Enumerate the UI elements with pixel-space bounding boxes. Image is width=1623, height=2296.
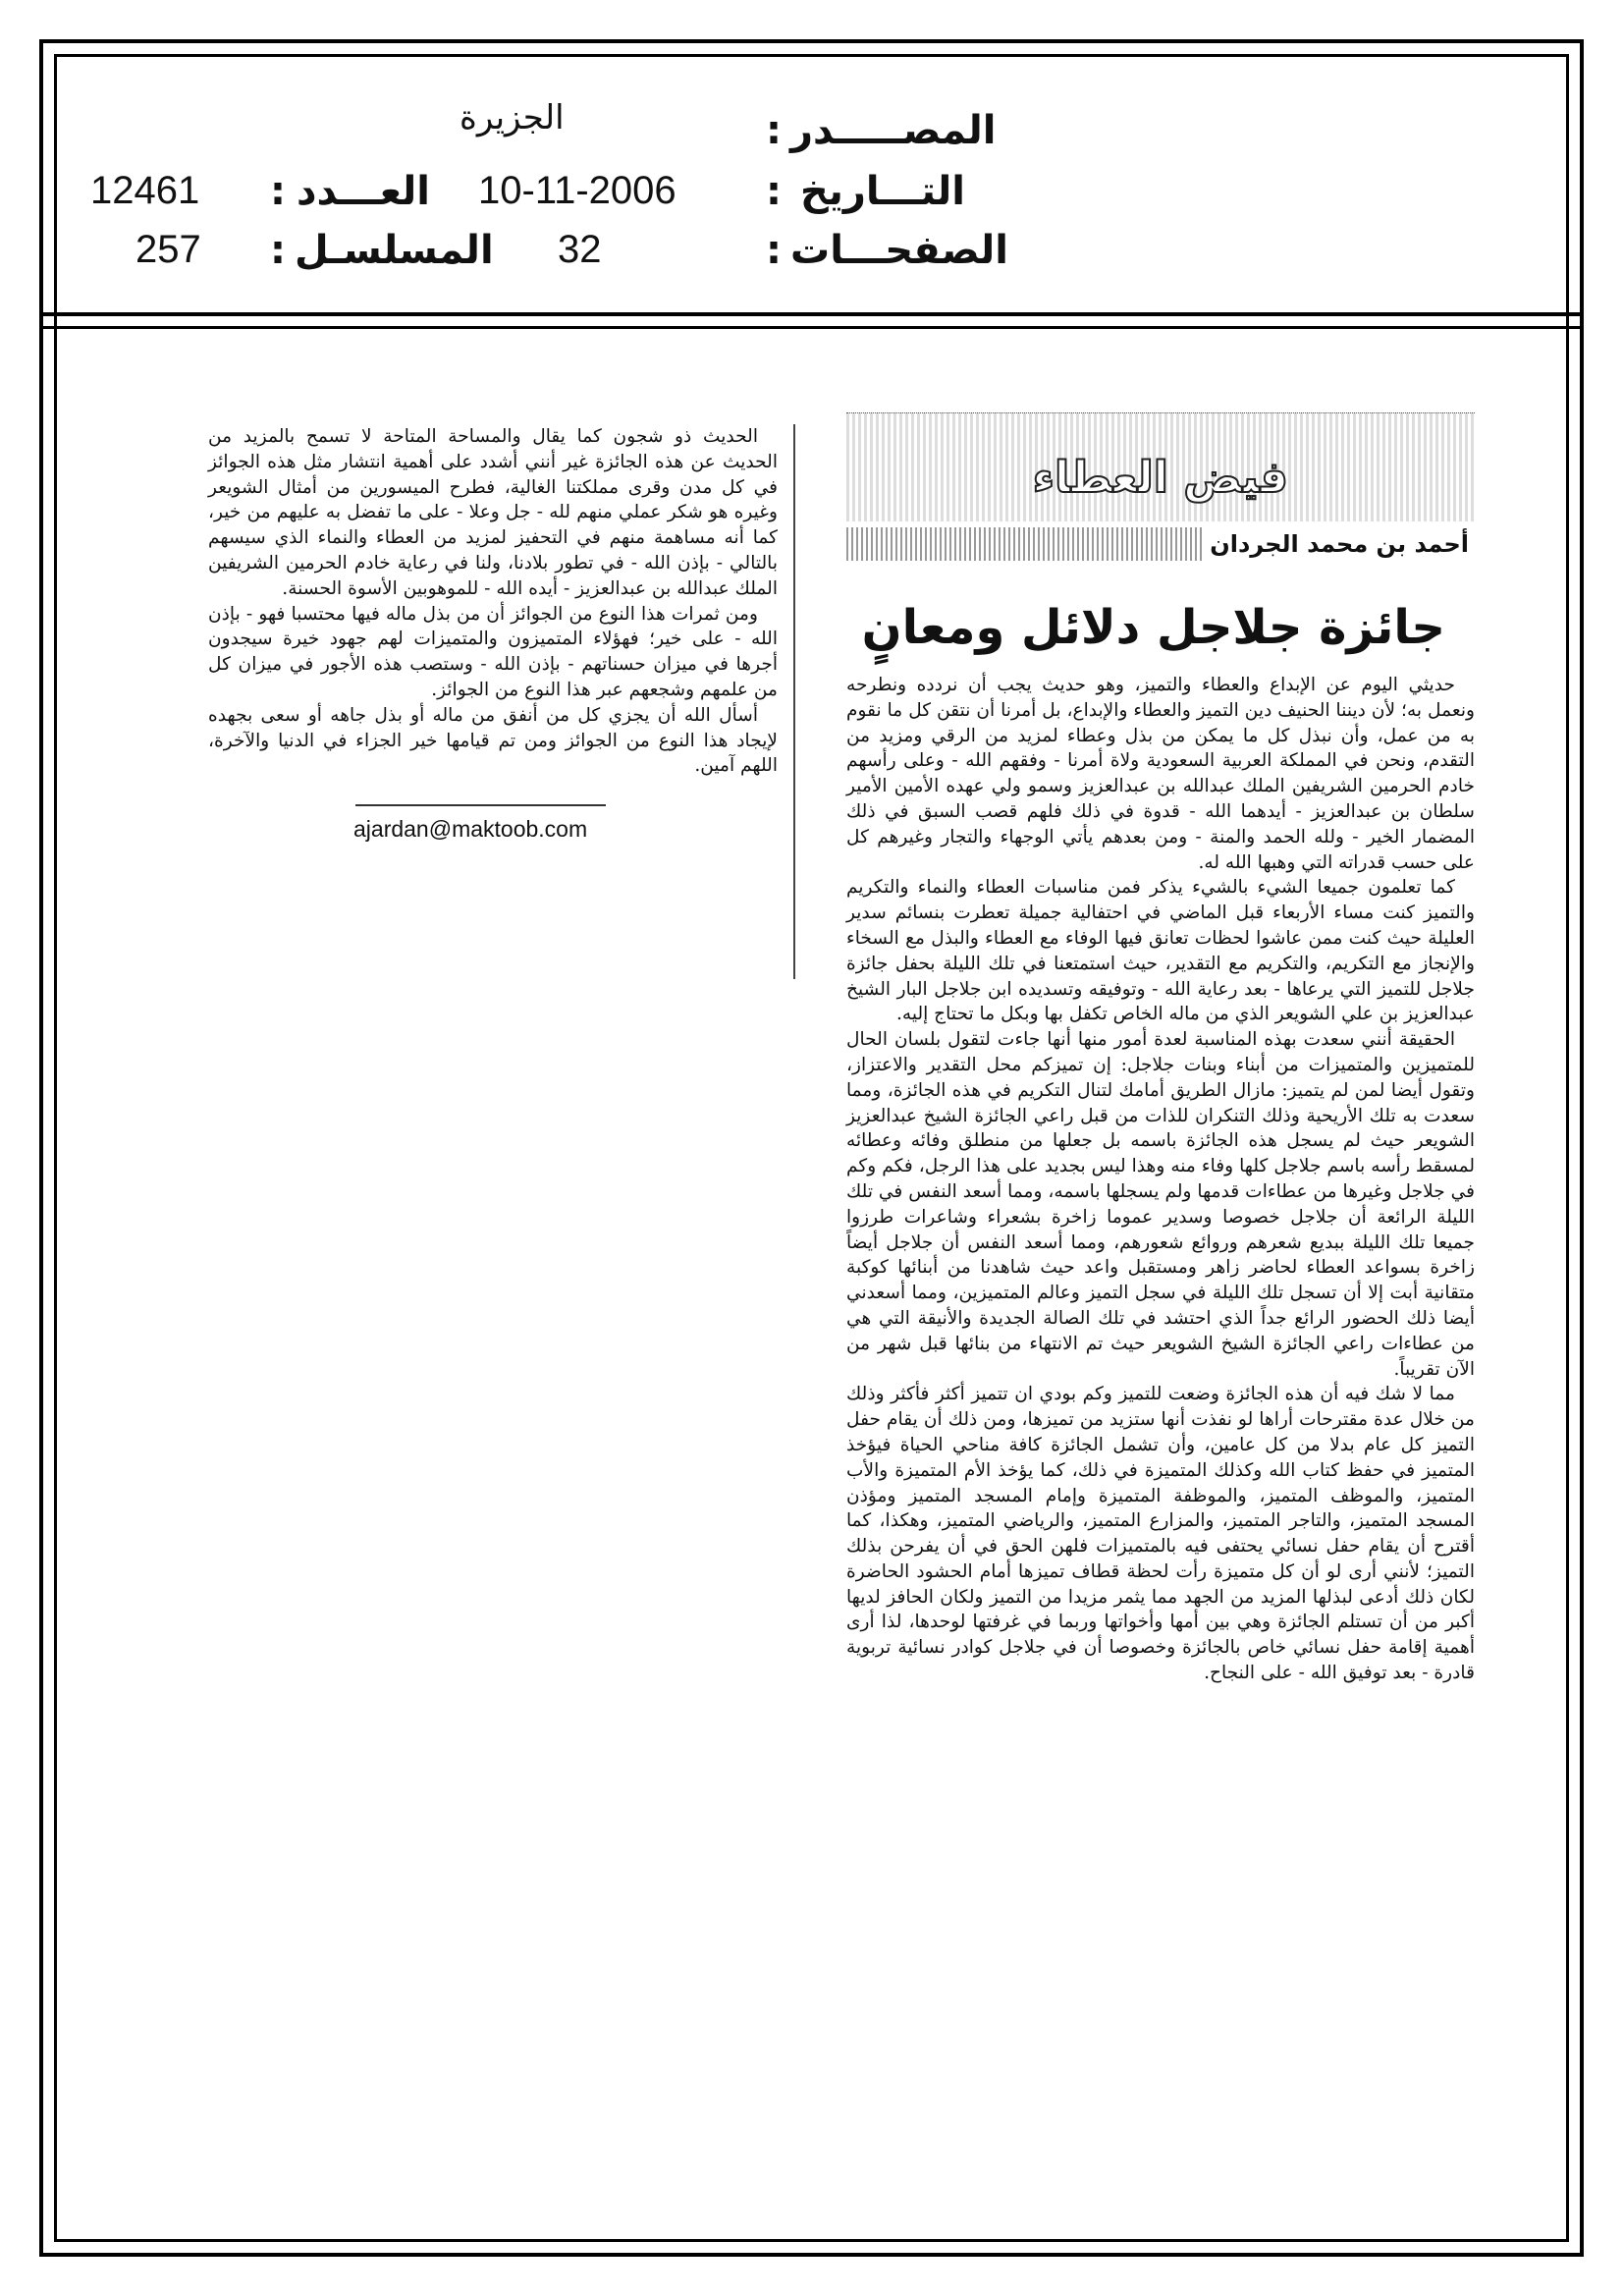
date-colon: : xyxy=(766,169,782,214)
pages-value: 32 xyxy=(558,228,602,271)
issue-colon: : xyxy=(270,169,286,214)
serial-value: 257 xyxy=(135,228,201,271)
paragraph: أسأل الله أن يجزي كل من أنفق من ماله أو بذل جاهه أو سعى بجهده لإيجاد هذا النوع من الجوائز ومن تم قيامها خير الجزاء في الدنيا والآخرة، اللهم آمين. xyxy=(208,704,778,777)
header-divider xyxy=(39,312,1584,316)
column-name: فيض العطاء xyxy=(1032,453,1288,503)
paragraph: الحقيقة أنني سعدت بهذه المناسبة لعدة أمور منها أنها جاءت لتقول بلسان الحال للمتميزين والمتميزات من أبناء وبنات جلاجل: إن تميزكم محل التقدير والاعتزاز، وتقول أيضا لمن لم يتميز: مازال الطريق أمامك لتنال التكريم في هذه الجائزة، ومما سعدت به تلك الأريحية وذلك التنكران للذات من قبل راعي الجائزة الشيخ عبدالعزيز الشويعر حيث لم يسجل هذه الجائزة باسمه بل جعلها من منطلق وفائه وعطائه لمسقط رأسه باسم جلاجل كلها وفاء منه وهذا ليس بجديد على هذا الرجل، فكم وكم في جلاجل وغيرها من عطاءات قدمها ولم يسجلها باسمه، ومما أسعد النفس في تلك الليلة الرائعة أن جلاجل خصوصا وسدير عموما زاخرة بشعراء وشاعرات طرزوا جميعا تلك الليلة ببديع شعرهم وروائع شعورهم، ومما أسعد النفس أن جلاجل أيضاً زاخرة بسواعد العطاء لحاضر زاهر ومستقبل واعد حيث شاهدنا من أبنائها كوكبة متقانية أبت إلا أن تسجل تلك الليلة في سجل التميز وعالم المتميزين، ومما أسعدني أيضا ذلك الحضور الرائع جداً الذي احتشد في تلك الصالة الجديدة والأنيقة التي هي من عطاءات راعي الجائزة الشيخ الشويعر حيث تم الانتهاء من بنائها قبل شهر من الآن تقريباً. xyxy=(846,1029,1476,1380)
date-value: 10-11-2006 xyxy=(478,169,676,212)
issue-label: العـــدد xyxy=(297,169,430,214)
source-value: الجزيرة xyxy=(460,98,565,137)
article-body-right xyxy=(846,673,1475,1686)
signature-rule xyxy=(355,804,606,806)
article-body-left xyxy=(208,424,778,779)
pages-label: الصفحـــات xyxy=(790,228,1008,273)
pages-colon: : xyxy=(766,228,782,273)
date-label: التـــاريخ xyxy=(800,169,965,214)
source-label: المصـــــدر xyxy=(790,108,997,153)
source-colon: : xyxy=(766,108,782,153)
paragraph: ومن ثمرات هذا النوع من الجوائز أن من بذل ماله فيها محتسبا فهو - بإذن الله - على خير؛ فهؤلاء المتميزون والمتميزات لهم جهود خيرة سيجدون أجرها في ميزان حسناتهم - بإذن الله - وستصب هذه الأجور في ميزان كل من علمهم وشجعهم عبر هذا النوع من الجوائز. xyxy=(208,603,778,700)
paragraph: مما لا شك فيه أن هذه الجائزة وضعت للتميز وكم بودي ان تتميز أكثر فأكثر وذلك من خلال عدة مقترحات أراها لو نفذت أنها ستزيد من تميزها، ومن ذلك أن يقام حفل التميز كل عام بدلا من كل عامين، وأن تشمل الجائزة كافة مناحي الحياة فيؤخذ المتميز في حفظ كتاب الله وكذلك المتميزة في ذلك، كما يؤخذ الأم المتميزة والأب المتميز، والموظف المتميز، والموظفة المتميزة وإمام المسجد المتميز ومؤذن المسجد المتميز، والتاجر المتميز، والمزارع المتميز، والرياضي المتميز، وهكذا، كما أقترح أن يقام حفل نسائي يحتفى فيه بالمتميزات فلهن الحق في أن يفرحن بذلك التميز؛ لأنني أرى لو أن كل متميزة رأت لحظة قطاف تميزها أمام الحشود الحاضرة لكان ذلك أدعى لبذلها المزيد من الجهد مما يثمر مزيدا من التميز ولكان الحافز لديها أكبر من أن تستلم الجائزة وهي بين أمها وأخواتها وربما في غرفتها لوحدها، لذا أرى أهمية إقامة حفل نسائي خاص بالجائزة وخصوصا أن في جلاجل كوادر نسائية تربوية قادرة - بعد توفيق الله - على النجاح. xyxy=(846,1384,1475,1684)
article-main-column xyxy=(846,412,1475,1686)
author-name: أحمد بن محمد الجردان xyxy=(1204,527,1475,561)
article-headline: جائزة جلاجل دلائل ومعانٍ xyxy=(861,600,1445,655)
paragraph: الحديث ذو شجون كما يقال والمساحة المتاحة لا تسمح بالمزيد من الحديث عن هذه الجائزة غير أنني أشدد على أهمية انتشار مثل هذه الجوائز في كل مدن وقرى مملكتنا الغالية، فطرح الميسورين من أمثال الشويعر وغيره هو شكر عملي منهم لله - جل وعلا - على ما تفضل به عليهم من خير، كما أنه مساهمة منهم في التحفيز لمزيد من العطاء والنماء الذي سيسهم بالتالي - بإذن الله - في تطور بلادنا، ولنا في رعاية خادم الحرمين الشريفين الملك عبدالله بن عبدالعزيز - أيده الله - للموهوبين الأسوة الحسنة. xyxy=(208,426,778,599)
serial-colon: : xyxy=(270,228,286,273)
header-divider-secondary xyxy=(39,326,1584,329)
serial-label: المسلسـل xyxy=(295,228,494,273)
byline-bar xyxy=(846,527,1475,561)
column-rule xyxy=(793,424,795,979)
paragraph: كما تعلمون جميعا الشيء بالشيء يذكر فمن مناسبات العطاء والنماء والتكريم والتميز كنت مساء الأربعاء قبل الماضي في احتفالية جميلة تعطرت بنسائم سدير العليلة حيث كنت ممن عاشوا لحظات تعانق فيها الوفاء مع العطاء والبذل مع السخاء والإنجاز مع التكريم، والتكريم مع التقدير، حيث استمتعنا في تلك الليلة بحفل جائزة جلاجل للتميز التي يرعاها - بعد رعاية الله - وتوفيقه وتسديده ابن جلاجل البار الشيخ عبدالعزيز بن علي الشويعر الذي من ماله الخاص تكفل بها وبكل ما تحتاج إليه. xyxy=(846,877,1475,1025)
issue-value: 12461 xyxy=(90,169,200,212)
column-masthead xyxy=(846,412,1475,521)
article-continuation-column xyxy=(208,424,778,843)
paragraph: حديثي اليوم عن الإبداع والعطاء والتميز، وهو حديث يجب أن نردده ونطرحه ونعمل به؛ لأن ديننا الحنيف دين التميز والعطاء والإبداع، بل أمرنا أن نتقن كل ما نقوم به من عمل، وأن نبذل كل ما يمكن من بذل وعطاء لمزيد من الرقي ومزيد من التقدم، ونحن في المملكة العربية السعودية ولاة أمرنا - وفقهم الله - وعلى رأسهم خادم الحرمين الشريفين الملك عبدالله بن عبدالعزيز وسمو ولي عهده الأمين الأمير سلطان بن عبدالعزيز - أيدهما الله - قدوة في ذلك فلهم قصب السبق في ذلك المضمار الخير - ولله الحمد والمنة - ومن بعدهم يأتي الوجهاء والتجار وغيرهم كل على حسب قدراته التي وهبها الله له. xyxy=(846,675,1475,873)
author-email: ajardan@maktoob.com xyxy=(353,816,588,843)
